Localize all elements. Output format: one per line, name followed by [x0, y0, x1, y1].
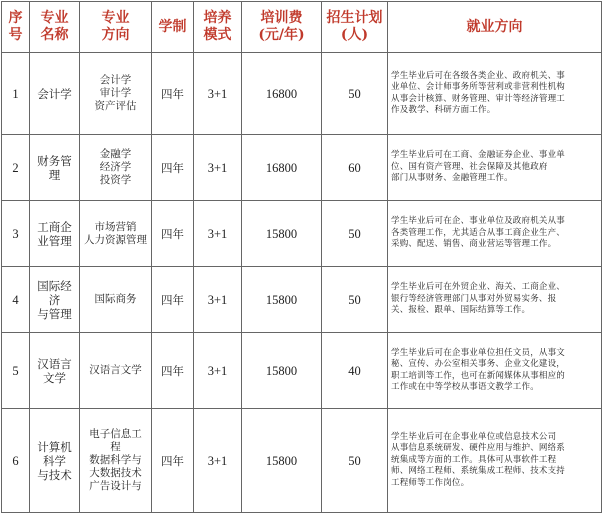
- text-line: 培训费: [260, 10, 303, 26]
- text-line: 人力资源管理: [84, 233, 147, 246]
- duration-cell: 四年: [152, 201, 194, 267]
- text-line: (元/年): [258, 27, 305, 43]
- text-line: 招生计划: [326, 10, 383, 26]
- text-line: 计算机: [37, 439, 72, 454]
- quota-cell: 60: [322, 135, 388, 201]
- text-line: 作及教学、科研方面工作。: [391, 105, 496, 115]
- text-line: 名称: [40, 27, 69, 43]
- major-name-cell: [30, 201, 80, 267]
- header-quota: [322, 2, 388, 53]
- training-mode-cell: 3+1: [194, 53, 242, 135]
- major-name-cell: [30, 333, 80, 409]
- major-name-cell: [30, 409, 80, 513]
- text-line: 工作或在中等学校从事语文教学工作。: [391, 382, 539, 392]
- header-duration: [152, 2, 194, 53]
- text-line: 培养: [203, 10, 232, 26]
- text-line: 会计学: [99, 74, 132, 86]
- header-mode: [194, 2, 242, 53]
- employment-cell: [388, 267, 602, 333]
- duration-cell: 四年: [152, 267, 194, 333]
- training-mode-cell: 3+1: [194, 267, 242, 333]
- text-line: 国际商务: [94, 293, 137, 305]
- text-line: 方向: [101, 27, 130, 43]
- text-line: 文学: [43, 370, 66, 385]
- text-line: 国际经: [37, 278, 72, 293]
- text-line: 从事信息系统研发、硬件应用与维护、网络系: [391, 443, 566, 454]
- major-direction-cell: [80, 201, 152, 267]
- employment-cell: [388, 53, 602, 135]
- table-row: [2, 135, 602, 201]
- text-line: 关、报检、跟单、国际结算等工作。: [391, 305, 531, 316]
- header-name: [30, 2, 80, 53]
- text-line: 学生毕业后可在企、事业单位及政府机关从事: [391, 216, 566, 227]
- text-line: 业管理: [37, 233, 72, 248]
- seq-cell: 2: [2, 135, 30, 201]
- duration-cell: 四年: [152, 333, 194, 409]
- text-line: 经济学: [99, 161, 132, 173]
- text-line: 济: [48, 292, 61, 307]
- text-line: 汉语言文学: [89, 364, 142, 376]
- duration-cell: 四年: [152, 409, 194, 513]
- seq-cell: 4: [2, 267, 30, 333]
- fee-cell: 16800: [242, 53, 322, 135]
- text-line: 位、国有资产管理、社会保障及其他政府: [391, 161, 548, 172]
- text-line: 学生毕业后可在工商、金融证券企业、事业单: [391, 150, 566, 161]
- table-row: [2, 409, 602, 513]
- text-line: 秘、宣传、办公室相关事务、企业文化建设，: [391, 359, 566, 369]
- text-line: 各类管理工作，尤其适合从事工商企业生产、: [391, 227, 566, 238]
- employment-cell: [388, 333, 602, 409]
- fee-cell: 15800: [242, 409, 322, 513]
- text-line: 资产评估: [94, 100, 137, 112]
- text-line: 工程师等工作岗位。: [391, 477, 470, 488]
- seq-cell: 1: [2, 53, 30, 135]
- text-line: 市场营销: [94, 220, 137, 233]
- text-line: 理: [48, 167, 61, 182]
- text-line: (人): [340, 27, 369, 43]
- fee-cell: 16800: [242, 135, 322, 201]
- duration-cell: 四年: [152, 53, 194, 135]
- header-fee: [242, 2, 322, 53]
- header-employment: [388, 2, 602, 53]
- major-name-cell: [30, 53, 80, 135]
- text-line: 学生毕业后可在企事业单位担任文员，从事文: [391, 347, 566, 358]
- major-direction-cell: [80, 409, 152, 513]
- text-line: 采购、配送、销售、商业营运等管理工作。: [391, 239, 557, 250]
- training-mode-cell: 3+1: [194, 409, 242, 513]
- text-line: 财务管: [37, 153, 72, 168]
- major-direction-cell: [80, 267, 152, 333]
- text-line: 数据科学与: [89, 454, 142, 466]
- text-line: 与技术: [37, 467, 72, 482]
- fee-cell: 15800: [242, 267, 322, 333]
- table-row: [2, 333, 602, 409]
- major-direction-cell: [80, 135, 152, 201]
- training-mode-cell: 3+1: [194, 333, 242, 409]
- text-line: 金融学: [99, 148, 132, 160]
- fee-cell: 15800: [242, 201, 322, 267]
- text-line: 部门从事财务、金融管理工作。: [391, 173, 513, 184]
- employment-cell: [388, 135, 602, 201]
- text-line: 学生毕业后可在各级各类企业、政府机关、事: [391, 70, 566, 81]
- text-line: 学生毕业后可在企事业单位或信息技术公司: [391, 431, 557, 442]
- enrollment-table: [1, 1, 602, 513]
- quota-cell: 50: [322, 267, 388, 333]
- text-line: 与管理: [37, 306, 72, 321]
- table-row: [2, 53, 602, 135]
- text-line: 审计学: [99, 87, 132, 99]
- fee-cell: 15800: [242, 333, 322, 409]
- training-mode-cell: 3+1: [194, 135, 242, 201]
- quota-cell: 50: [322, 201, 388, 267]
- text-line: 序: [8, 10, 23, 26]
- text-line: 学制: [158, 18, 187, 35]
- text-line: 科学: [43, 453, 66, 468]
- employment-cell: [388, 201, 602, 267]
- table-row: [2, 201, 602, 267]
- major-direction-cell: [80, 53, 152, 135]
- text-line: 号: [8, 27, 23, 43]
- text-line: 程: [110, 441, 121, 453]
- text-line: 专业: [101, 10, 130, 26]
- text-line: 会计学: [37, 86, 72, 101]
- text-line: 就业方向: [466, 18, 523, 35]
- employment-cell: [388, 409, 602, 513]
- text-line: 银行等经济管理部门从事对外贸易实务、报: [391, 293, 557, 304]
- text-line: 工商企: [37, 219, 72, 234]
- text-line: 汉语言: [37, 356, 72, 371]
- quota-cell: 50: [322, 409, 388, 513]
- duration-cell: 四年: [152, 135, 194, 201]
- table-row: [2, 267, 602, 333]
- seq-cell: 6: [2, 409, 30, 513]
- header-seq: [2, 2, 30, 53]
- training-mode-cell: 3+1: [194, 201, 242, 267]
- header-row: [2, 2, 602, 53]
- major-name-cell: [30, 267, 80, 333]
- header-direction: [80, 2, 152, 53]
- text-line: 职工培训等工作，也可在新闻媒体从事相应的: [391, 370, 566, 381]
- major-direction-cell: [80, 333, 152, 409]
- seq-cell: 5: [2, 333, 30, 409]
- quota-cell: 50: [322, 53, 388, 135]
- major-name-cell: [30, 135, 80, 201]
- text-line: 投资学: [99, 174, 132, 186]
- seq-cell: 3: [2, 201, 30, 267]
- text-line: 大数据技术: [89, 467, 142, 479]
- text-line: 广告设计与: [89, 480, 142, 492]
- text-line: 统集成等方面的工作。具体可从事软件工程: [391, 454, 557, 465]
- text-line: 专业: [40, 10, 69, 26]
- text-line: 模式: [203, 27, 232, 43]
- text-line: 从事会计核算、财务管理、审计等经济管理工: [391, 93, 566, 104]
- text-line: 学生毕业后可在外贸企业、海关、工商企业、: [391, 282, 566, 293]
- text-line: 电子信息工: [89, 428, 142, 440]
- quota-cell: 40: [322, 333, 388, 409]
- text-line: 师、网络工程师、系统集成工程师、技术支持: [391, 466, 566, 477]
- text-line: 业单位、会计师事务所等营利或非营利性机构: [391, 82, 566, 92]
